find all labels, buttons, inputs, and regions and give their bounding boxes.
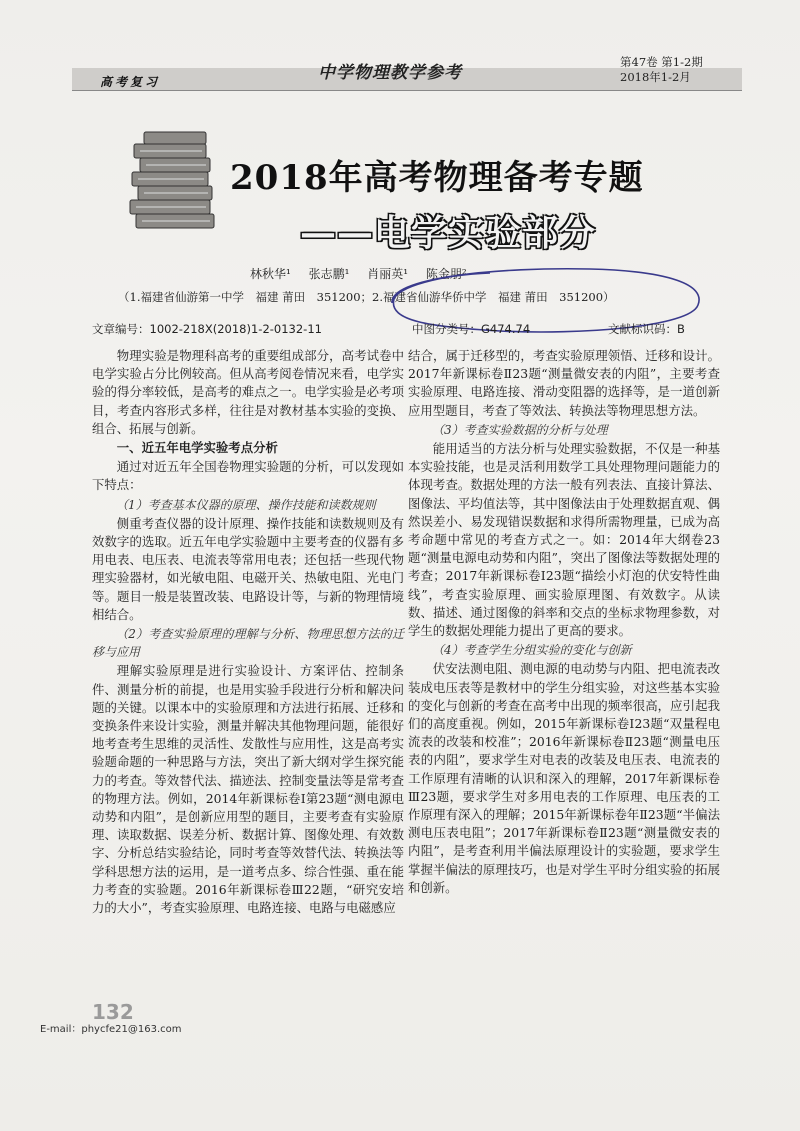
document-code: 文献标识码：B bbox=[608, 322, 685, 336]
author-name: 林秋华¹ bbox=[250, 267, 291, 281]
body-paragraph: 结合，属于迁移型的，考查实验原理领悟、迁移和设计。2017年新课标卷Ⅱ23题“测量微安表的内阻”，主要考查实验原理、电路连接、滑动变阻器的选择等，是一道创新应用型题目，考查了等效法、转换法等物理思想方法。 bbox=[408, 348, 720, 418]
section-tag: 高考复习 bbox=[100, 75, 161, 89]
section-heading: 一、近五年电学实验考点分析 bbox=[116, 440, 278, 456]
book-stack-illustration bbox=[122, 128, 222, 238]
section-heading: （1）考查基本仪器的原理、操作技能和读数规则 bbox=[116, 497, 376, 512]
issue-volume: 第47卷 第1-2期 bbox=[620, 55, 703, 69]
affiliations: （1.福建省仙游第一中学 福建 莆田 351200；2.福建省仙游华侨中学 福建 莆田 351200） bbox=[118, 290, 615, 304]
page-number: 132 bbox=[92, 1000, 134, 1024]
article-number: 文章编号：1002-218X(2018)1-2-0132-11 bbox=[92, 322, 322, 336]
body-paragraph: 伏安法测电阻、测电源的电动势与内阻、把电流表改装成电压表等是教材中的学生分组实验，对这些基本实验的变化与创新的考查在高考中出现的频率很高，应引起我们的高度重视。例如，2015年新课标卷Ⅰ23题“双量程电流表的改装和校准”；2016年新课标卷Ⅱ23题“测量电压表的内阻”，要求学生对电表的改装及电压表、电流表的工作原理有清晰的认识和深入的理解，2017年新课标卷Ⅲ23题，要求学生对多用电表的工作原理、电压表的工作原理有深入的理解；2015年新课标卷年Ⅱ23题“半偏法测电压表电阻”；2017年新课标卷Ⅱ23题“测量微安表的内阻”，是考查利用半偏法原理设计的实验题，要求学生掌握半偏法的原理技巧，也是对学生平时分组实验的拓展和创新。 bbox=[408, 661, 720, 895]
section-heading: （4）考查学生分组实验的变化与创新 bbox=[432, 643, 632, 658]
contact-email: E-mail：phycfe21@163.com bbox=[40, 1024, 182, 1035]
author-name: 肖丽英¹ bbox=[367, 267, 409, 281]
journal-name: 中学物理教学参考 bbox=[318, 63, 462, 83]
section-heading: （3）考查实验数据的分析与处理 bbox=[432, 422, 608, 437]
left-text-column bbox=[92, 347, 404, 917]
article-title: 2018年高考物理备考专题 bbox=[230, 158, 644, 198]
clc-number: 中图分类号：G474.74 bbox=[412, 322, 531, 336]
section-heading: （2）考查实验原理的理解与分析、物理思想方法的迁移与应用 bbox=[92, 627, 404, 660]
author-name: 张志鹏¹ bbox=[308, 267, 350, 281]
issue-info bbox=[620, 55, 703, 85]
body-paragraph: 通过对近五年全国卷物理实验题的分析，可以发现如下特点： bbox=[92, 459, 404, 493]
issue-date: 2018年1-2月 bbox=[620, 70, 691, 84]
body-paragraph: 物理实验是物理科高考的重要组成部分，高考试卷中电学实验占分比例较高。但从高考阅卷情况来看，电学实验的得分率较低，是高考的难点之一。电学实验是必考项目，考查内容形式多样，往往是对教材基本实验的变换、组合、拓展与创新。 bbox=[92, 348, 404, 436]
right-text-column bbox=[408, 347, 720, 897]
body-paragraph: 侧重考查仪器的设计原理、操作技能和读数规则及有效数字的选取。近五年电学实验题中主要考查的仪器有多用电表、电压表、电流表等常用电表；还包括一些现代物理实验器材，如光敏电阻、电磁开关、热敏电阻、光电门等。题目一般是装置改装、电路设计等，与新的物理情境相结合。 bbox=[92, 515, 404, 622]
article-subtitle: ——电学实验部分 bbox=[300, 212, 597, 254]
author-name: 陈金朋² bbox=[425, 267, 467, 281]
body-paragraph: 理解实验原理是进行实验设计、方案评估、控制条件、测量分析的前提，也是用实验手段进行分析和解决问题的关键。以课本中的实验原理和方法进行拓展、迁移和变换条件来设计实验，测量并解决其他物理问题，能很好地考查考生思维的灵活性、发散性与应用性，这是高考实验题命题的一种思路与方法，突出了新大纲对学生探究能力的考查。等效替代法、描迹法、控制变量法等是常考查的物理方法。例如，2014年新课标卷Ⅰ第23题“测电源电动势和内阻”，是创新应用型的题目，主要考查有实验原理、读取数据、误差分析、数据计算、图像处理、有效数字、分析总结实验结论，同时考查等效替代法、转换法等学科思想方法的运用，是一道考点多、综合性强、重在能力考查的实验题。2016年新课标卷Ⅲ22题，“研究安培力的大小”，考查实验原理、电路连接、电路与电磁感应 bbox=[92, 663, 404, 916]
body-paragraph: 能用适当的方法分析与处理实验数据，不仅是一种基本实验技能，也是灵活利用数学工具处理物理问题能力的体现考查。数据处理的方法一般有列表法、直接计算法、图像法、平均值法等，其中图像法由于处理数据直观、偶然误差小、易发现错误数据和求得所需物理量，已成为高考命题中常见的考查方式之一。如：2014年大纲卷23题“测量电源电动势和内阻”，突出了图像法等数据处理的考查；2017年新课标卷Ⅰ23题“描绘小灯泡的伏安特性曲线”，考查实验原理、画实验原理图、有效数字。从读数、描述、通过图像的斜率和交点的坐标求物理参数，对学生的数据处理能力提出了更高的要求。 bbox=[408, 441, 720, 639]
